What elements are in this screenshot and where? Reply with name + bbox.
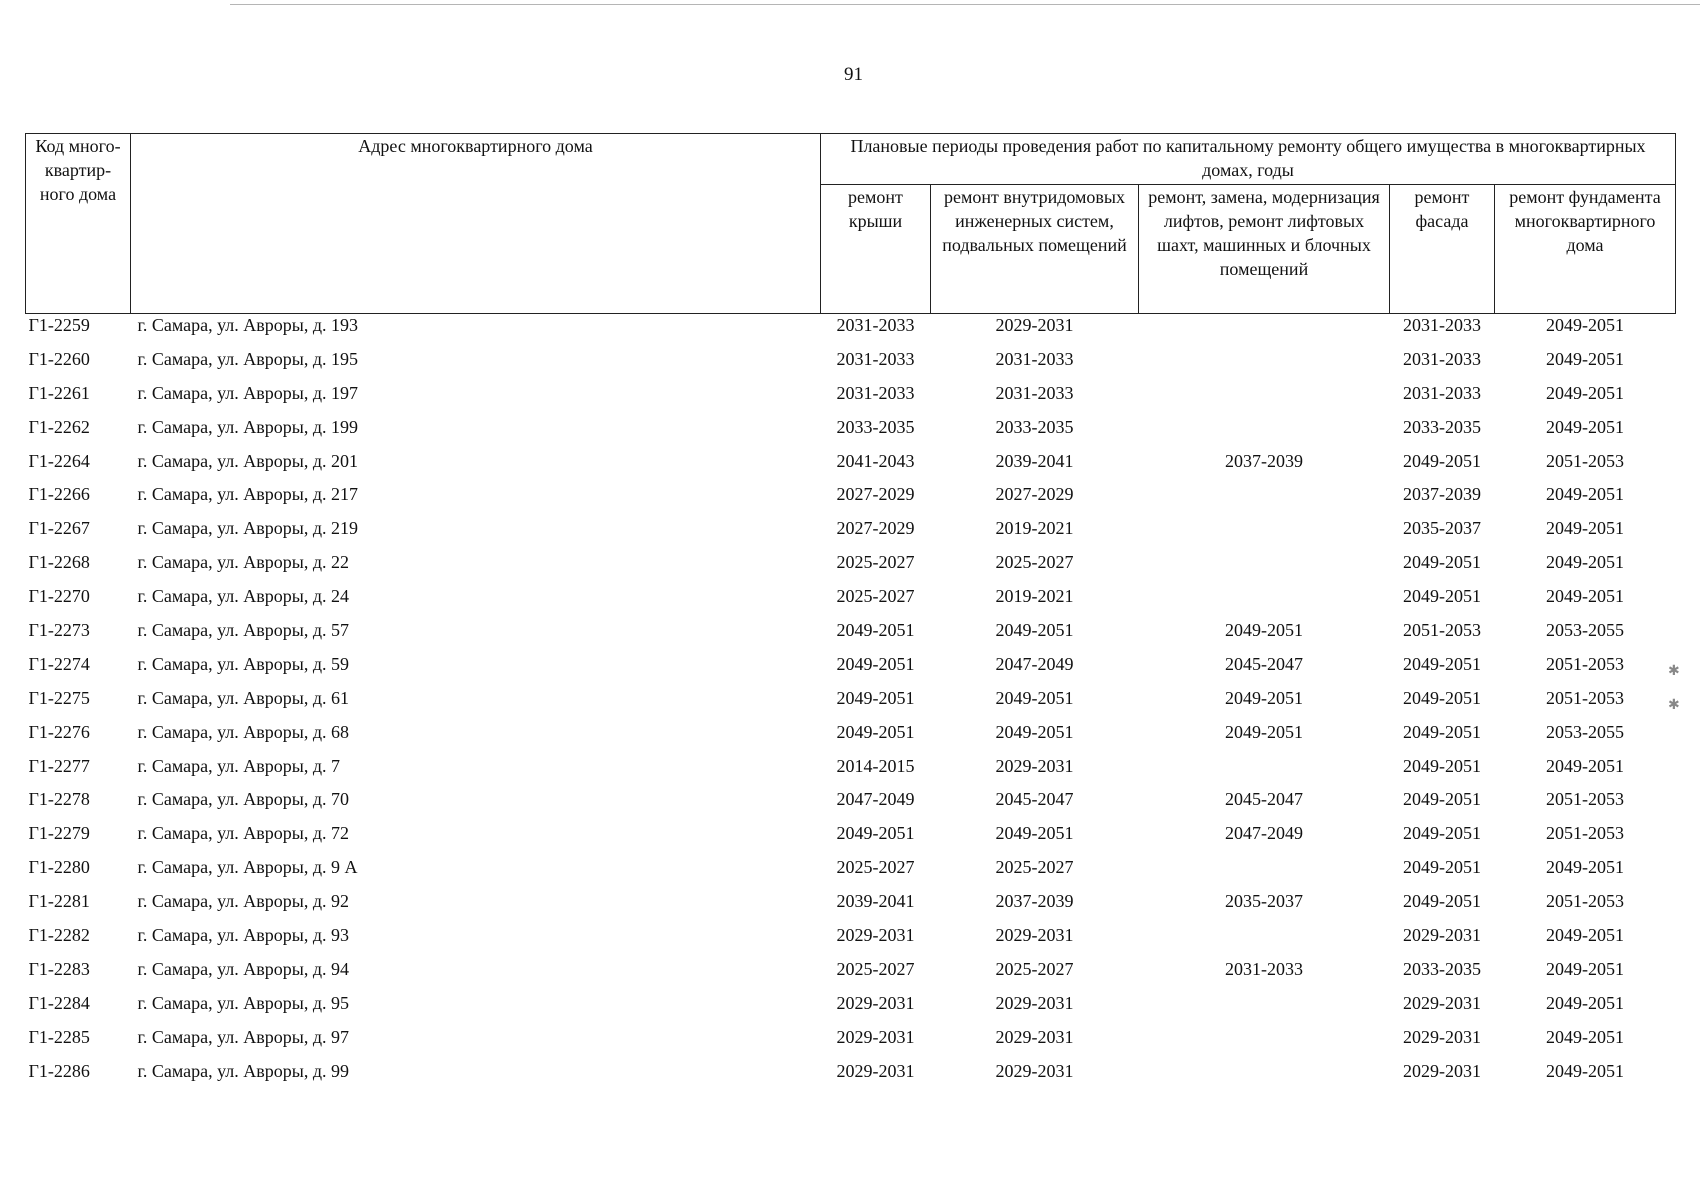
cell-code: Г1-2266	[28, 484, 90, 505]
cell-code: Г1-2259	[28, 315, 90, 335]
cell-engineering: 2049-2051	[995, 620, 1074, 641]
cell-engineering: 2019-2021	[995, 586, 1074, 607]
cell-roof: 2029-2031	[836, 1060, 915, 1081]
cell-engineering: 2045-2047	[995, 789, 1074, 810]
table-header	[26, 134, 1676, 314]
table-row	[26, 1060, 1676, 1094]
cell-elevators	[1139, 551, 1390, 585]
cell-roof: 2049-2051	[836, 687, 915, 708]
cell-facade: 2049-2051	[1403, 586, 1481, 607]
scan-speck: ✱	[1668, 698, 1680, 713]
cell-address: г. Самара, ул. Авроры, д. 70	[137, 789, 350, 810]
cell-elevators	[1139, 585, 1390, 619]
cell-engineering: 2019-2021	[995, 518, 1074, 539]
cell-code: Г1-2270	[28, 586, 90, 607]
cell-facade: 2029-2031	[1403, 1026, 1481, 1047]
cell-facade: 2049-2051	[1403, 687, 1481, 708]
table-row	[26, 1026, 1676, 1060]
cell-code: Г1-2261	[28, 382, 90, 403]
cell-foundation: 2051-2053	[1546, 653, 1624, 674]
cell-roof: 2025-2027	[836, 552, 915, 573]
cell-foundation: 2051-2053	[1546, 687, 1624, 708]
cell-address: г. Самара, ул. Авроры, д. 68	[137, 721, 350, 742]
cell-address: г. Самара, ул. Авроры, д. 97	[137, 1026, 350, 1047]
cell-foundation: 2049-2051	[1546, 1026, 1624, 1047]
cell-facade: 2031-2033	[1403, 382, 1481, 403]
cell-address: г. Самара, ул. Авроры, д. 72	[137, 823, 350, 844]
cell-foundation: 2049-2051	[1546, 755, 1624, 776]
table-row	[26, 856, 1676, 890]
cell-code: Г1-2285	[28, 1026, 90, 1047]
cell-roof: 2049-2051	[836, 721, 915, 742]
cell-address: г. Самара, ул. Авроры, д. 22	[137, 552, 350, 573]
cell-foundation: 2051-2053	[1546, 823, 1624, 844]
cell-elevators	[1139, 517, 1390, 551]
cell-engineering: 2027-2029	[995, 484, 1074, 505]
header-facade: ремонт фасада	[1390, 185, 1495, 314]
cell-address: г. Самара, ул. Авроры, д. 7	[137, 755, 341, 776]
cell-elevators: 2031-2033	[1225, 958, 1303, 979]
cell-foundation: 2051-2053	[1546, 789, 1624, 810]
cell-code: Г1-2279	[28, 823, 90, 844]
cell-elevators	[1139, 1060, 1390, 1094]
cell-engineering: 2029-2031	[995, 1060, 1074, 1081]
table-row	[26, 822, 1676, 856]
cell-foundation: 2049-2051	[1546, 348, 1624, 369]
cell-elevators: 2049-2051	[1225, 620, 1303, 641]
cell-engineering: 2031-2033	[995, 382, 1074, 403]
cell-engineering: 2025-2027	[995, 857, 1074, 878]
cell-code: Г1-2280	[28, 857, 90, 878]
cell-engineering: 2025-2027	[995, 552, 1074, 573]
cell-elevators	[1139, 856, 1390, 890]
cell-facade: 2029-2031	[1403, 992, 1481, 1013]
cell-facade: 2051-2053	[1403, 620, 1481, 641]
cell-facade: 2049-2051	[1403, 653, 1481, 674]
cell-roof: 2033-2035	[836, 416, 915, 437]
cell-foundation: 2049-2051	[1546, 857, 1624, 878]
cell-address: г. Самара, ул. Авроры, д. 57	[137, 620, 350, 641]
cell-elevators: 2049-2051	[1225, 721, 1303, 742]
cell-facade: 2049-2051	[1403, 755, 1481, 776]
cell-code: Г1-2284	[28, 992, 90, 1013]
cell-elevators	[1139, 924, 1390, 958]
page-number: 91	[844, 64, 863, 85]
cell-code: Г1-2276	[28, 721, 90, 742]
cell-elevators	[1139, 483, 1390, 517]
cell-address: г. Самара, ул. Авроры, д. 195	[137, 348, 359, 369]
cell-address: г. Самара, ул. Авроры, д. 92	[137, 891, 350, 912]
table-row	[26, 755, 1676, 789]
cell-foundation: 2049-2051	[1546, 925, 1624, 946]
table-row	[26, 416, 1676, 450]
cell-engineering: 2039-2041	[995, 450, 1074, 471]
cell-roof: 2029-2031	[836, 925, 915, 946]
cell-roof: 2049-2051	[836, 620, 915, 641]
repair-schedule-table	[25, 133, 1676, 1093]
cell-facade: 2033-2035	[1403, 416, 1481, 437]
table-row	[26, 653, 1676, 687]
cell-roof: 2047-2049	[836, 789, 915, 810]
cell-code: Г1-2267	[28, 518, 90, 539]
cell-elevators: 2045-2047	[1225, 789, 1303, 810]
cell-roof: 2025-2027	[836, 958, 915, 979]
cell-roof: 2027-2029	[836, 518, 915, 539]
cell-address: г. Самара, ул. Авроры, д. 93	[137, 925, 350, 946]
cell-elevators	[1139, 314, 1390, 348]
cell-elevators: 2037-2039	[1225, 450, 1303, 471]
cell-code: Г1-2277	[28, 755, 90, 776]
cell-roof: 2031-2033	[836, 382, 915, 403]
cell-engineering: 2029-2031	[995, 925, 1074, 946]
cell-elevators	[1139, 348, 1390, 382]
cell-facade: 2031-2033	[1403, 348, 1481, 369]
cell-roof: 2049-2051	[836, 823, 915, 844]
cell-facade: 2031-2033	[1403, 315, 1481, 335]
cell-facade: 2049-2051	[1403, 789, 1481, 810]
cell-foundation: 2049-2051	[1546, 958, 1624, 979]
cell-code: Г1-2278	[28, 789, 90, 810]
cell-facade: 2049-2051	[1403, 721, 1481, 742]
cell-engineering: 2033-2035	[995, 416, 1074, 437]
cell-engineering: 2025-2027	[995, 958, 1074, 979]
table-row	[26, 992, 1676, 1026]
header-periods: Плановые периоды проведения работ по капитальному ремонту общего имущества в многоквартирных домах, годы	[821, 134, 1676, 185]
cell-address: г. Самара, ул. Авроры, д. 24	[137, 586, 350, 607]
cell-engineering: 2029-2031	[995, 992, 1074, 1013]
header-elevators: ремонт, замена, модернизация лифтов, ремонт лифтовых шахт, машинных и блочных помещений	[1139, 185, 1390, 314]
table-row	[26, 348, 1676, 382]
cell-foundation: 2049-2051	[1546, 315, 1624, 335]
cell-engineering: 2049-2051	[995, 721, 1074, 742]
cell-roof: 2025-2027	[836, 857, 915, 878]
cell-address: г. Самара, ул. Авроры, д. 199	[137, 416, 359, 437]
cell-roof: 2014-2015	[836, 755, 915, 776]
cell-facade: 2035-2037	[1403, 518, 1481, 539]
cell-roof: 2041-2043	[836, 450, 915, 471]
cell-code: Г1-2264	[28, 450, 90, 471]
cell-roof: 2025-2027	[836, 586, 915, 607]
cell-code: Г1-2283	[28, 958, 90, 979]
scan-speck: ✱	[1668, 664, 1680, 679]
cell-elevators	[1139, 992, 1390, 1026]
cell-facade: 2049-2051	[1403, 891, 1481, 912]
cell-code: Г1-2273	[28, 620, 90, 641]
scan-top-rule	[230, 4, 1700, 5]
cell-foundation: 2053-2055	[1546, 620, 1624, 641]
cell-roof: 2027-2029	[836, 484, 915, 505]
cell-code: Г1-2282	[28, 925, 90, 946]
cell-foundation: 2053-2055	[1546, 721, 1624, 742]
cell-facade: 2049-2051	[1403, 857, 1481, 878]
cell-facade: 2029-2031	[1403, 1060, 1481, 1081]
cell-address: г. Самара, ул. Авроры, д. 59	[137, 653, 350, 674]
header-roof: ремонт крыши	[821, 185, 931, 314]
table-row	[26, 890, 1676, 924]
table-row	[26, 958, 1676, 992]
cell-roof: 2031-2033	[836, 315, 915, 335]
table-row	[26, 687, 1676, 721]
cell-elevators	[1139, 416, 1390, 450]
cell-foundation: 2051-2053	[1546, 891, 1624, 912]
cell-roof: 2049-2051	[836, 653, 915, 674]
cell-engineering: 2049-2051	[995, 687, 1074, 708]
cell-code: Г1-2260	[28, 348, 90, 369]
cell-foundation: 2049-2051	[1546, 552, 1624, 573]
cell-code: Г1-2268	[28, 552, 90, 573]
cell-address: г. Самара, ул. Авроры, д. 197	[137, 382, 359, 403]
cell-foundation: 2049-2051	[1546, 586, 1624, 607]
table-row	[26, 382, 1676, 416]
cell-engineering: 2029-2031	[995, 315, 1074, 335]
header-row-top	[26, 134, 1676, 185]
cell-engineering: 2031-2033	[995, 348, 1074, 369]
cell-facade: 2049-2051	[1403, 552, 1481, 573]
cell-roof: 2029-2031	[836, 992, 915, 1013]
cell-engineering: 2037-2039	[995, 891, 1074, 912]
cell-foundation: 2049-2051	[1546, 518, 1624, 539]
cell-elevators	[1139, 1026, 1390, 1060]
cell-elevators	[1139, 382, 1390, 416]
cell-address: г. Самара, ул. Авроры, д. 94	[137, 958, 350, 979]
cell-facade: 2029-2031	[1403, 925, 1481, 946]
table-row	[26, 924, 1676, 958]
cell-foundation: 2049-2051	[1546, 484, 1624, 505]
table-body	[26, 314, 1676, 1094]
cell-elevators: 2045-2047	[1225, 653, 1303, 674]
cell-facade: 2049-2051	[1403, 823, 1481, 844]
cell-roof: 2039-2041	[836, 891, 915, 912]
cell-engineering: 2049-2051	[995, 823, 1074, 844]
table-row	[26, 788, 1676, 822]
header-code: Код много-квартир-ного дома	[26, 134, 131, 314]
cell-elevators: 2035-2037	[1225, 891, 1303, 912]
header-engineering: ремонт внутридомовых инженерных систем, подвальных помещений	[931, 185, 1139, 314]
table-row	[26, 585, 1676, 619]
cell-foundation: 2049-2051	[1546, 1060, 1624, 1081]
table-row	[26, 619, 1676, 653]
cell-foundation: 2051-2053	[1546, 450, 1624, 471]
cell-code: Г1-2275	[28, 687, 90, 708]
cell-address: г. Самара, ул. Авроры, д. 201	[137, 450, 359, 471]
cell-foundation: 2049-2051	[1546, 382, 1624, 403]
cell-elevators: 2049-2051	[1225, 687, 1303, 708]
header-address: Адрес многоквартирного дома	[131, 134, 821, 314]
table-row	[26, 483, 1676, 517]
table-row	[26, 450, 1676, 484]
cell-code: Г1-2262	[28, 416, 90, 437]
cell-address: г. Самара, ул. Авроры, д. 219	[137, 518, 359, 539]
cell-address: г. Самара, ул. Авроры, д. 61	[137, 687, 350, 708]
cell-address: г. Самара, ул. Авроры, д. 99	[137, 1060, 350, 1081]
cell-facade: 2049-2051	[1403, 450, 1481, 471]
cell-elevators: 2047-2049	[1225, 823, 1303, 844]
cell-roof: 2029-2031	[836, 1026, 915, 1047]
table-row	[26, 551, 1676, 585]
cell-facade: 2037-2039	[1403, 484, 1481, 505]
cell-code: Г1-2274	[28, 653, 90, 674]
cell-code: Г1-2281	[28, 891, 90, 912]
cell-address: г. Самара, ул. Авроры, д. 95	[137, 992, 350, 1013]
cell-facade: 2033-2035	[1403, 958, 1481, 979]
table-row	[26, 314, 1676, 348]
cell-engineering: 2047-2049	[995, 653, 1074, 674]
table-row	[26, 517, 1676, 551]
cell-address: г. Самара, ул. Авроры, д. 9 А	[137, 857, 358, 878]
cell-foundation: 2049-2051	[1546, 992, 1624, 1013]
cell-code: Г1-2286	[28, 1060, 90, 1081]
table-row	[26, 721, 1676, 755]
cell-address: г. Самара, ул. Авроры, д. 193	[137, 315, 359, 335]
cell-foundation: 2049-2051	[1546, 416, 1624, 437]
cell-roof: 2031-2033	[836, 348, 915, 369]
cell-engineering: 2029-2031	[995, 1026, 1074, 1047]
cell-engineering: 2029-2031	[995, 755, 1074, 776]
header-foundation: ремонт фундамента многоквартирного дома	[1495, 185, 1676, 314]
cell-address: г. Самара, ул. Авроры, д. 217	[137, 484, 359, 505]
cell-elevators	[1139, 755, 1390, 789]
